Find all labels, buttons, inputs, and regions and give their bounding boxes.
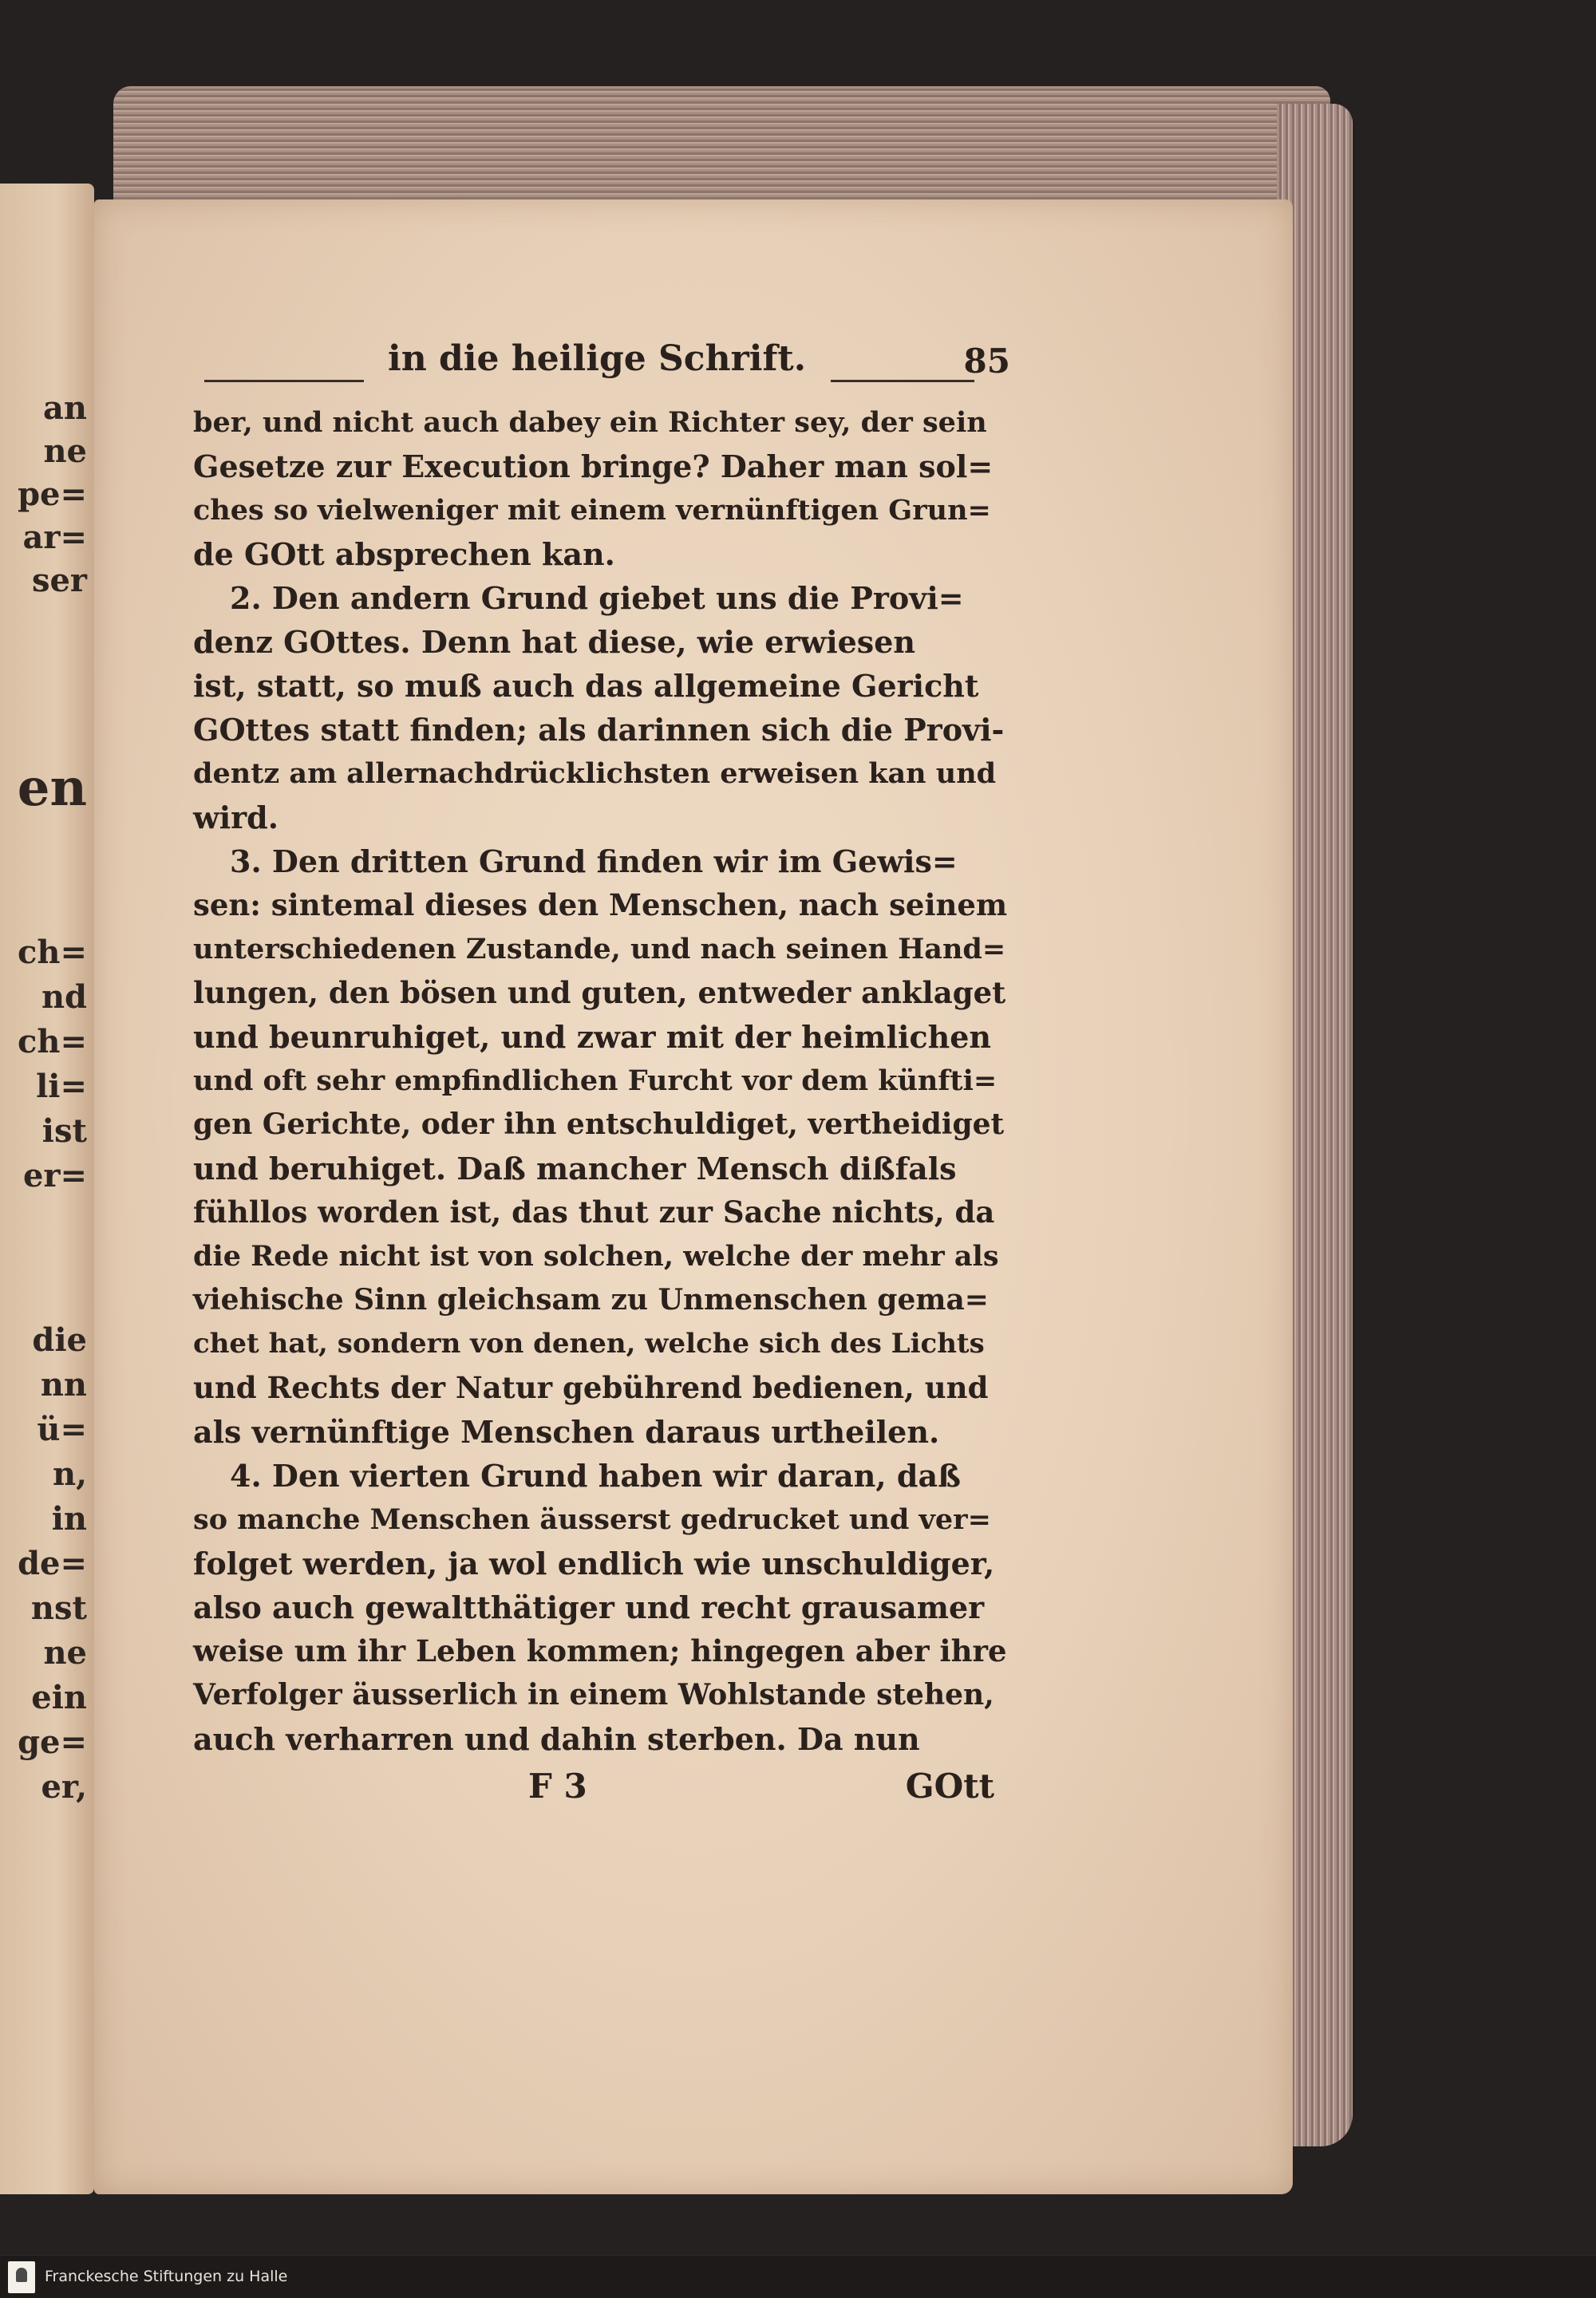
fragment: ein xyxy=(31,1679,87,1716)
fragment: pe= xyxy=(18,476,87,513)
credit-text: Franckesche Stiftungen zu Halle xyxy=(45,2268,288,2285)
running-header xyxy=(204,338,1010,386)
text-line: unterschiedenen Zustande, und nach seinen Hand= xyxy=(193,933,1006,965)
fragment: li= xyxy=(36,1068,87,1105)
text-line: de GOtt absprechen kan. xyxy=(193,536,615,572)
page-footer xyxy=(193,1767,999,1814)
fragment: an xyxy=(43,389,87,427)
text-line: wird. xyxy=(193,800,279,835)
fragment: ch= xyxy=(18,934,87,971)
text-line: auch verharren und dahin sterben. Da nun xyxy=(193,1721,920,1757)
fragment: ne xyxy=(43,1634,87,1672)
text-line: ist, statt, so muß auch das allgemeine Gericht xyxy=(193,668,979,704)
fragment: de= xyxy=(18,1545,87,1582)
fragment: in xyxy=(51,1500,87,1538)
text-line: Gesetze zur Execution bringe? Daher man sol= xyxy=(193,448,994,484)
fragment: nst xyxy=(30,1589,87,1627)
text-line: GOttes statt finden; als darinnen sich die Provi- xyxy=(193,712,1005,748)
header-rule-left xyxy=(204,380,364,382)
text-line: ches so vielweniger mit einem vernünftigen Grun= xyxy=(193,494,991,527)
header-rule-right xyxy=(831,380,974,382)
page-number: 85 xyxy=(963,342,1010,381)
text-line: weise um ihr Leben kommen; hingegen aber ihre xyxy=(193,1633,1007,1668)
text-line: folget werden, ja wol endlich wie unschuldiger, xyxy=(193,1546,995,1581)
fragment: er= xyxy=(22,1157,87,1194)
header-title: in die heilige Schrift. xyxy=(388,338,807,379)
text-line: 3. Den dritten Grund finden wir im Gewis= xyxy=(230,843,958,879)
text-line: und beruhiget. Daß mancher Mensch dißfals xyxy=(193,1151,957,1187)
text-line: sen: sintemal dieses den Menschen, nach seinem xyxy=(193,887,1008,922)
fragment: ist xyxy=(41,1112,87,1150)
text-line: ber, und nicht auch dabey ein Richter sey, der sein xyxy=(193,406,987,439)
text-line: chet hat, sondern von denen, welche sich des Lichts xyxy=(193,1328,985,1360)
catchword: GOtt xyxy=(905,1767,994,1806)
text-line: lungen, den bösen und guten, entweder anklaget xyxy=(193,975,1006,1010)
fragment: en xyxy=(17,758,87,818)
text-line: und oft sehr empfindlichen Furcht vor dem künfti= xyxy=(193,1064,998,1097)
text-line: also auch gewaltthätiger und recht grausamer xyxy=(193,1589,985,1625)
text-line: als vernünftige Menschen daraus urtheilen. xyxy=(193,1414,940,1450)
text-line: die Rede nicht ist von solchen, welche der mehr als xyxy=(193,1240,999,1273)
fragment: nd xyxy=(41,978,87,1016)
text-line: 4. Den vierten Grund haben wir daran, daß xyxy=(230,1458,961,1494)
fragment: nn xyxy=(40,1366,87,1404)
fragment: ch= xyxy=(18,1023,87,1060)
text-line: dentz am allernachdrücklichsten erweisen kan und xyxy=(193,757,997,790)
fragment: ü= xyxy=(37,1411,87,1448)
text-line: und beunruhiget, und zwar mit der heimlichen xyxy=(193,1019,992,1055)
fragment: n, xyxy=(52,1455,87,1493)
fragment: ne xyxy=(43,432,87,470)
text-line: und Rechts der Natur gebührend bedienen, und xyxy=(193,1370,989,1405)
text-line: viehische Sinn gleichsam zu Unmenschen gema= xyxy=(193,1283,989,1317)
fragment: er, xyxy=(41,1768,87,1806)
text-line: fühllos worden ist, das thut zur Sache nichts, da xyxy=(193,1194,995,1230)
fragment: ser xyxy=(31,562,87,599)
fragment: die xyxy=(32,1321,87,1359)
page-body-text xyxy=(193,401,1007,1761)
text-line: so manche Menschen äusserst gedrucket und ver= xyxy=(193,1503,991,1536)
text-line: gen Gerichte, oder ihn entschuldiget, vertheidiget xyxy=(193,1108,1005,1141)
text-line: denz GOttes. Denn hat diese, wie erwiesen xyxy=(193,624,916,660)
credit-bar xyxy=(0,2255,1596,2298)
fragment: ar= xyxy=(22,519,87,556)
text-line: Verfolger äusserlich in einem Wohlstande stehen, xyxy=(193,1678,994,1712)
institution-logo-icon xyxy=(8,2261,35,2293)
text-line: 2. Den andern Grund giebet uns die Provi= xyxy=(230,580,964,616)
fragment: ge= xyxy=(18,1724,87,1761)
signature-mark: F 3 xyxy=(528,1767,587,1806)
